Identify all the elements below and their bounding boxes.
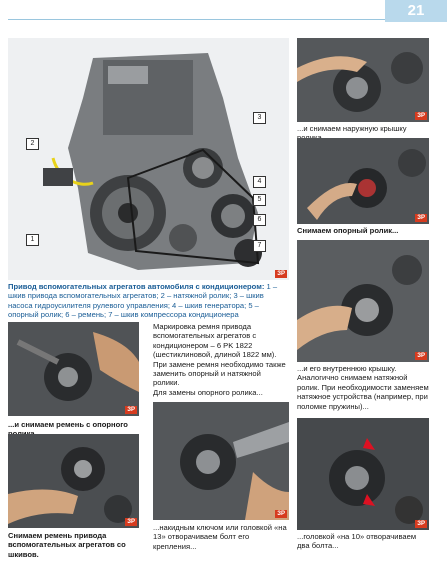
left-caption-1: ...и снимаем ремень с опорного bbox=[8, 420, 128, 429]
publisher-badge: ЗР bbox=[417, 113, 425, 119]
photo-unscrew-bolt-13 bbox=[153, 402, 289, 520]
publisher-badge: ЗР bbox=[417, 521, 425, 527]
right-caption-1: ...и снимаем наружную крышку bbox=[297, 124, 407, 133]
caption-body: 1 – шкив привода вспомогательных агрегатов; 2 – натяжной ролик; 3 – шкив насоса гидроусилителя рулевого управления; 4 – шкив генератора; 5 – опорный ролик; 6 – ремень; 7 – шкив компрессора кондиционера bbox=[8, 282, 278, 320]
right-caption-3-extra: Аналогично снимаем натяжной ролик. При необходимости заменяем натяжное устройства (например, при поломке пружины)... bbox=[297, 373, 429, 411]
publisher-badge: ЗР bbox=[127, 519, 135, 525]
page-header bbox=[0, 0, 447, 22]
callout-4: 4 bbox=[253, 176, 266, 188]
middle-paragraph: Маркировка ремня привода вспомогательных агрегатов с кондиционером – 6 PK 1822 (шестиклиновой, длиной 1822 мм). При замене ремня необходимо также заменить опорный и натяжной ролики. Для замены опорного ролика... bbox=[153, 322, 286, 397]
header-rule bbox=[8, 19, 387, 20]
right-caption-2: Снимаем опорный ролик... bbox=[297, 226, 399, 235]
callout-7: 7 bbox=[253, 240, 266, 252]
right-caption-4: ...головкой «на 10» отворачиваем два болта... bbox=[297, 532, 417, 551]
publisher-badge: ЗР bbox=[417, 353, 425, 359]
publisher-badge: ЗР bbox=[277, 271, 285, 277]
photo-remove-idler bbox=[297, 138, 429, 224]
photo-remove-belt-pulleys bbox=[8, 434, 139, 528]
main-figure-caption bbox=[8, 282, 289, 320]
middle-paragraph-2: Для замены опорного ролика... bbox=[153, 387, 263, 397]
right-caption-3: ...и его внутреннюю крышку. Аналогично снимаем натяжной ролик. При необходимости заменяем натяжное устройства (например, при поломке пружины)... bbox=[297, 364, 429, 411]
page-number: 21 bbox=[385, 0, 447, 22]
publisher-badge: ЗР bbox=[277, 511, 285, 517]
caption-title: Привод вспомогательных агрегатов автомобиля с кондиционером: bbox=[8, 282, 265, 291]
callout-2: 2 bbox=[26, 138, 39, 150]
engine-diagram-photo bbox=[8, 38, 289, 280]
engine-illustration bbox=[8, 38, 289, 280]
publisher-badge: ЗР bbox=[127, 407, 135, 413]
photo-remove-outer-cover bbox=[297, 38, 429, 122]
callout-5: 5 bbox=[253, 194, 266, 206]
photo-inner-cover bbox=[297, 240, 429, 362]
callout-3: 3 bbox=[253, 112, 266, 124]
left-caption-2: Снимаем ремень привода вспомогательных агрегатов со шкивов. bbox=[8, 531, 126, 559]
middle-photo-caption: ...накидным ключом или головкой «на 13» отворачиваем болт его крепления... bbox=[153, 523, 287, 551]
publisher-badge: ЗР bbox=[417, 215, 425, 221]
photo-remove-belt-idler bbox=[8, 322, 139, 416]
callout-6: 6 bbox=[253, 214, 266, 226]
callout-1: 1 bbox=[26, 234, 39, 246]
photo-unscrew-two-bolts bbox=[297, 418, 429, 530]
